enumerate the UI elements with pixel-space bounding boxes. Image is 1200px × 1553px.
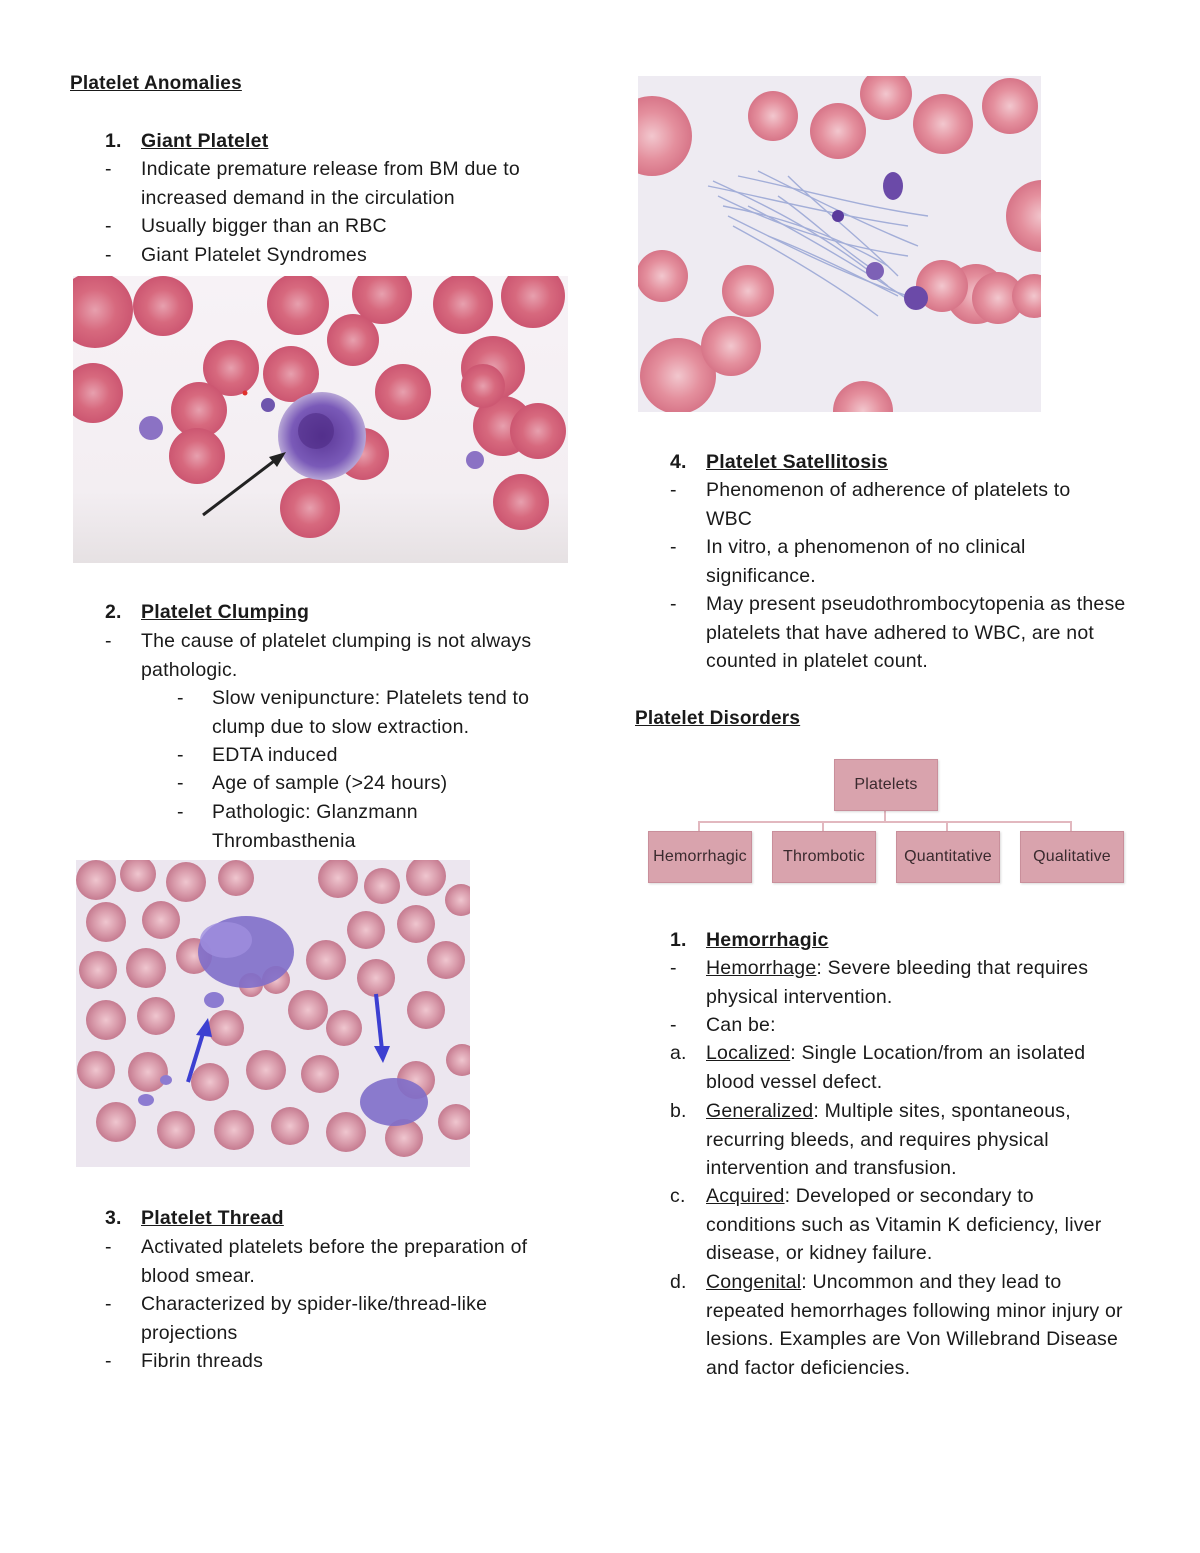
item-letter-c: c.: [670, 1185, 686, 1207]
dash: -: [177, 772, 184, 794]
can-be-label: Can be:: [706, 1014, 776, 1036]
chart-connector: [1070, 821, 1072, 831]
satellitosis-num: 4.: [670, 451, 687, 473]
term-hemorrhage: Hemorrhage: [706, 957, 817, 979]
term-localized: Localized: [706, 1042, 791, 1064]
item-letter-d: d.: [670, 1271, 687, 1293]
thread-bullet-3: Fibrin threads: [141, 1350, 264, 1372]
dash: -: [105, 158, 112, 180]
clumping-sub-bullet-1: Slow venipuncture: Platelets tend to clump due to slow extraction.: [212, 687, 530, 738]
term-congenital: Congenital: [706, 1271, 802, 1293]
item-generalized: [706, 1097, 1116, 1183]
item-letter-b: b.: [670, 1100, 687, 1122]
satellitosis-bullet-2: In vitro, a phenomenon of no clinical significance.: [706, 536, 1026, 587]
platelet-clumping-micrograph: [76, 860, 470, 1167]
term-generalized: Generalized: [706, 1100, 814, 1122]
chart-connector: [946, 821, 948, 831]
giant-bullet-3: Giant Platelet Syndromes: [141, 244, 367, 266]
giant-bullet-1: Indicate premature release from BM due to increased demand in the circulation: [141, 158, 520, 209]
dash: -: [105, 244, 112, 266]
dash: -: [105, 1236, 112, 1258]
chart-node-qualitative: Qualitative: [1020, 831, 1124, 883]
clumping-num: 2.: [105, 601, 122, 623]
dash: -: [177, 801, 184, 823]
acquired-text: : Developed or secondary to conditions such as Vitamin K deficiency, liver disease, or kidney failure.: [706, 1185, 1102, 1265]
dash: -: [105, 215, 112, 237]
chart-node-platelets: Platelets: [834, 759, 938, 811]
dash: -: [670, 536, 677, 558]
congenital-text: : Uncommon and they lead to repeated hemorrhages following minor injury or lesions. Examples are Von Willebrand Disease and factor deficiencies.: [706, 1271, 1123, 1379]
giant-platelet-title: Giant Platelet: [141, 130, 269, 152]
satellitosis-bullet-3: May present pseudothrombocytopenia as these platelets that have adhered to WBC, are not counted in platelet count.: [706, 593, 1126, 673]
platelet-thread-title: Platelet Thread: [141, 1207, 284, 1229]
chart-connector: [822, 821, 824, 831]
term-acquired: Acquired: [706, 1185, 785, 1207]
dash: -: [177, 744, 184, 766]
thread-bullet-2: Characterized by spider-like/thread-like projections: [141, 1293, 488, 1344]
hemorrhagic-num: 1.: [670, 929, 687, 951]
section-title-platelet-anomalies: Platelet Anomalies: [70, 73, 242, 94]
hemorrhagic-title: Hemorrhagic: [706, 929, 829, 951]
dash: -: [670, 593, 677, 615]
chart-node-quantitative: Quantitative: [896, 831, 1000, 883]
platelet-satellitosis-title: Platelet Satellitosis: [706, 451, 888, 473]
item-acquired: [706, 1182, 1106, 1268]
giant-num: 1.: [105, 130, 122, 152]
hemorrhage-definition-text: : Severe bleeding that requires physical intervention.: [706, 957, 1089, 1008]
item-letter-a: a.: [670, 1042, 687, 1064]
satellitosis-bullet-1: Phenomenon of adherence of platelets to WBC: [706, 479, 1071, 530]
dash: -: [670, 479, 677, 501]
dash: -: [670, 957, 677, 979]
hemorrhage-definition: [706, 954, 1126, 1011]
giant-platelet-micrograph: [73, 276, 568, 563]
clumping-bullet-1: The cause of platelet clumping is not always pathologic.: [141, 630, 532, 681]
thread-num: 3.: [105, 1207, 122, 1229]
dash: -: [105, 630, 112, 652]
chart-connector: [698, 821, 700, 831]
dash: -: [177, 687, 184, 709]
clumping-sub-bullet-2: EDTA induced: [212, 744, 338, 766]
chart-node-thrombotic: Thrombotic: [772, 831, 876, 883]
giant-bullet-2: Usually bigger than an RBC: [141, 215, 387, 237]
chart-connector: [698, 821, 1072, 823]
dash: -: [670, 1014, 677, 1036]
thread-bullet-1: Activated platelets before the preparation of blood smear.: [141, 1236, 528, 1287]
chart-node-hemorrhagic: Hemorrhagic: [648, 831, 752, 883]
clumping-sub-bullet-3: Age of sample (>24 hours): [212, 772, 448, 794]
section-title-platelet-disorders: Platelet Disorders: [635, 708, 801, 729]
generalized-text: : Multiple sites, spontaneous, recurring bleeds, and requires physical intervention and transfusion.: [706, 1100, 1071, 1180]
localized-text: : Single Location/from an isolated blood vessel defect.: [706, 1042, 1086, 1093]
item-congenital: [706, 1268, 1126, 1382]
platelet-clumping-title: Platelet Clumping: [141, 601, 310, 623]
dash: -: [105, 1293, 112, 1315]
clumping-sub-bullet-4: Pathologic: Glanzmann Thrombasthenia: [212, 801, 418, 852]
dash: -: [105, 1350, 112, 1372]
item-localized: [706, 1039, 1126, 1096]
platelet-thread-micrograph: [638, 76, 1041, 412]
